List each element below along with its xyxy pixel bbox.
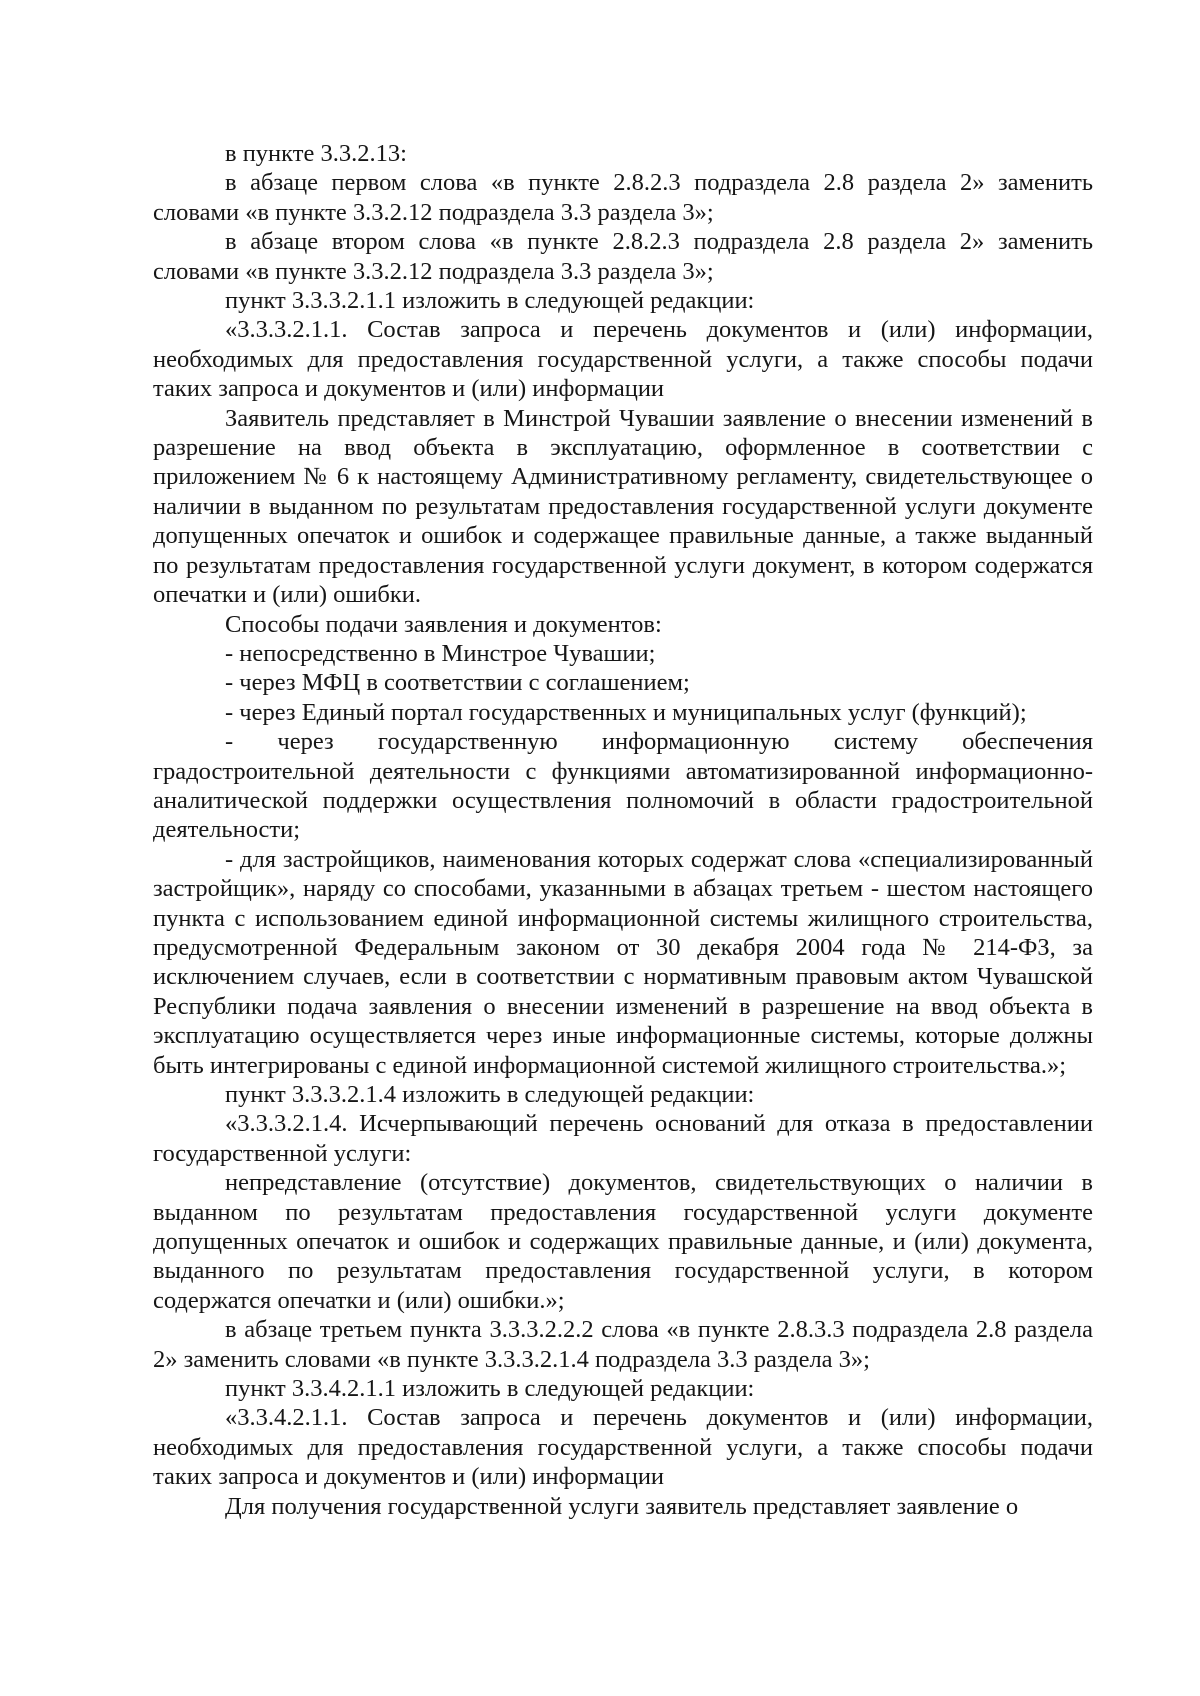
paragraph-19: Для получения государственной услуги заявитель представляет заявление о (225, 1492, 1019, 1520)
paragraph-13: пункт 3.3.3.2.1.4 изложить в следующей редакции: (225, 1081, 755, 1108)
paragraph-1: в пункте 3.3.2.13: (225, 140, 407, 167)
paragraph-14: «3.3.3.2.1.4. Исчерпывающий перечень оснований для отказа в предоставлении государственной услуги: (153, 1110, 1093, 1167)
paragraph-10: - через Единый портал государственных и муниципальных услуг (функций); (225, 698, 1027, 726)
paragraph-18: «3.3.4.2.1.1. Состав запроса и перечень документов и (или) информации, необходимых для предоставления государственной услуги, а также способы подачи таких запроса и документов и (или) информации (153, 1404, 1093, 1491)
paragraph-3: в абзаце втором слова «в пункте 2.8.2.3 подраздела 2.8 раздела 2» заменить словами «в пункте 3.3.2.12 подраздела 3.3 раздела 3»; (153, 228, 1093, 285)
paragraph-6: Заявитель представляет в Минстрой Чувашии заявление о внесении изменений в разрешение на ввод объекта в эксплуатацию, оформленное в соответствии с приложением № 6 к настоящему Административному регламенту, свидетельствующее о наличии в выданном по результатам предоставления государственной услуги документе допущенных опечаток и ошибок и содержащее правильные данные, а также выданный по результатам предоставления государственной услуги документ, в котором содержатся опечатки и (или) ошибки. (153, 404, 1093, 609)
paragraph-4: пункт 3.3.3.2.1.1 изложить в следующей редакции: (225, 287, 755, 315)
paragraph-9: - через МФЦ в соответствии с соглашением; (225, 669, 690, 697)
paragraph-11: - через государственную информационную систему обеспечения градостроительной деятельности с функциями автоматизированной информационно-аналитической поддержки осуществления полномочий в области градостроительной деятельности; (153, 728, 1093, 844)
paragraph-2: в абзаце первом слова «в пункте 2.8.2.3 подраздела 2.8 раздела 2» заменить словами «в пункте 3.3.2.12 подраздела 3.3 раздела 3»; (153, 169, 1093, 226)
document-body (153, 139, 1093, 1521)
paragraph-17: пункт 3.3.4.2.1.1 изложить в следующей редакции: (225, 1375, 755, 1403)
paragraph-5: «3.3.3.2.1.1. Состав запроса и перечень документов и (или) информации, необходимых для предоставления государственной услуги, а также способы подачи таких запроса и документов и (или) информации (153, 316, 1093, 403)
paragraph-12: - для застройщиков, наименования которых содержат слова «специализированный застройщик», наряду со способами, указанными в абзацах третьем - шестом настоящего пункта с использованием единой информационной системы жилищного строительства, предусмотренной Федеральным законом от 30 декабря 2004 года № 214-ФЗ, за исключением случаев, если в соответствии с нормативным правовым актом Чувашской Республики подача заявления о внесении изменений в разрешение на ввод объекта в эксплуатацию осуществляется через иные информационные системы, которые должны быть интегрированы с единой информационной системой жилищного строительства.»; (153, 845, 1093, 1079)
paragraph-7: Способы подачи заявления и документов: (225, 610, 662, 638)
paragraph-8: - непосредственно в Минстрое Чувашии; (225, 639, 656, 667)
paragraph-16: в абзаце третьем пункта 3.3.3.2.2.2 слова «в пункте 2.8.3.3 подраздела 2.8 раздела 2» заменить словами «в пункте 3.3.3.2.1.4 подраздела 3.3 раздела 3»; (153, 1316, 1093, 1373)
paragraph-15: непредставление (отсутствие) документов, свидетельствующих о наличии в выданном по результатам предоставления государственной услуги документе допущенных опечаток и ошибок и содержащих правильные данные, и (или) документа, выданного по результатам предоставления государственной услуги, в котором содержатся опечатки и (или) ошибки.»; (153, 1169, 1093, 1314)
